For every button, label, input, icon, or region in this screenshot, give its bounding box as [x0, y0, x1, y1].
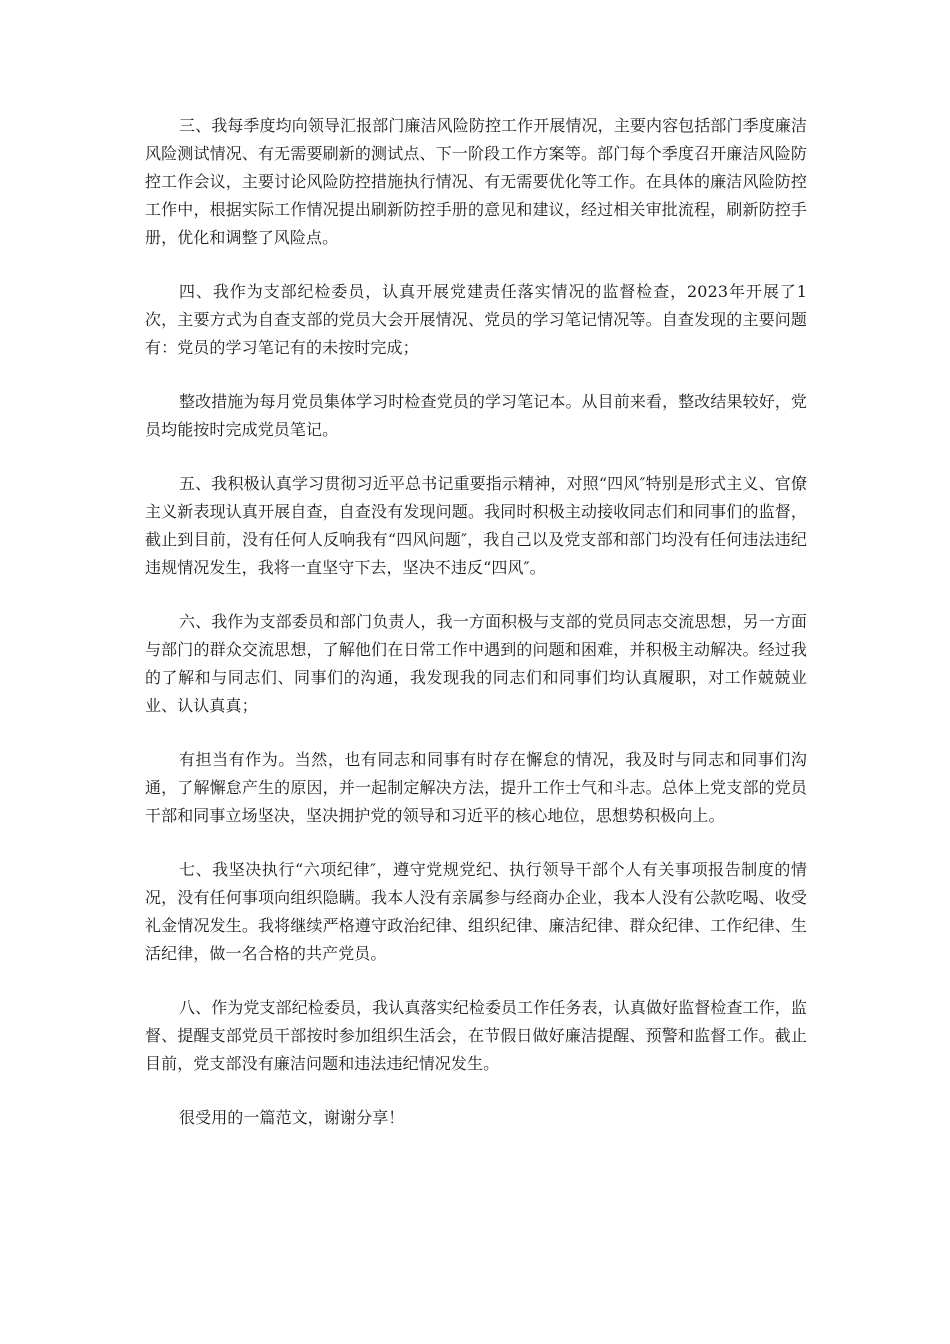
paragraph-6: 六、我作为支部委员和部门负责人，我一方面积极与支部的党员同志交流思想，另一方面与部门的群众交流思想，了解他们在日常工作中遇到的问题和困难，并积极主动解决。经过我的了解和与同志们、同事们的沟通，我发现我的同志们和同事们均认真履职，对工作兢兢业业、认认真真； — [145, 612, 807, 715]
paragraph-5: 五、我积极认真学习贯彻习近平总书记重要指示精神，对照“四风″特别是形式主义、官僚主义新表现认真开展自查，自查没有发现问题。我同时积极主动接收同志们和同事们的监督，截止到目前，没有任何人反响我有“四风问题″，我自己以及党支部和部门均没有任何违法违纪违规情况发生，我将一直坚守下去，坚决不违反“四风″。 — [145, 474, 807, 577]
closing-comment: 很受用的一篇范文，谢谢分享！ — [179, 1108, 405, 1127]
paragraph-3: 三、我每季度均向领导汇报部门廉洁风险防控工作开展情况，主要内容包括部门季度廉洁风险测试情况、有无需要刷新的测试点、下一阶段工作方案等。部门每个季度召开廉洁风险防控工作会议，主要讨论风险防控措施执行情况、有无需要优化等工作。在具体的廉洁风险防控工作中，根据实际工作情况提出刷新防控手册的意见和建议，经过相关审批流程，刷新防控手册，优化和调整了风险点。 — [145, 116, 807, 247]
paragraph-4: 四、我作为支部纪检委员，认真开展党建责任落实情况的监督检查，2023年开展了1次，主要方式为自查支部的党员大会开展情况、党员的学习笔记情况等。自查发现的主要问题有：党员的学习笔记有的未按时完成； — [145, 282, 807, 357]
paragraph-6-continued: 有担当有作为。当然，也有同志和同事有时存在懈怠的情况，我及时与同志和同事们沟通，了解懈怠产生的原因，并一起制定解决方法，提升工作士气和斗志。总体上党支部的党员干部和同事立场坚决，坚决拥护党的领导和习近平的核心地位，思想势积极向上。 — [145, 750, 807, 825]
paragraph-8: 八、作为党支部纪检委员，我认真落实纪检委员工作任务表，认真做好监督检查工作，监督、提醒支部党员干部按时参加组织生活会，在节假日做好廉洁提醒、预警和监督工作。截止目前，党支部没有廉洁问题和违法违纪情况发生。 — [145, 998, 807, 1073]
paragraph-7: 七、我坚决执行“六项纪律″，遵守党规党纪、执行领导干部个人有关事项报告制度的情况，没有任何事项向组织隐瞒。我本人没有亲属参与经商办企业，我本人没有公款吃喝、收受礼金情况发生。我将继续严格遵守政治纪律、组织纪律、廉洁纪律、群众纪律、工作纪律、生活纪律，做一名合格的共产党员。 — [145, 860, 807, 963]
document-body — [145, 112, 807, 1158]
paragraph-4-rectification: 整改措施为每月党员集体学习时检查党员的学习笔记本。从目前来看，整改结果较好，党员均能按时完成党员笔记。 — [145, 392, 807, 439]
